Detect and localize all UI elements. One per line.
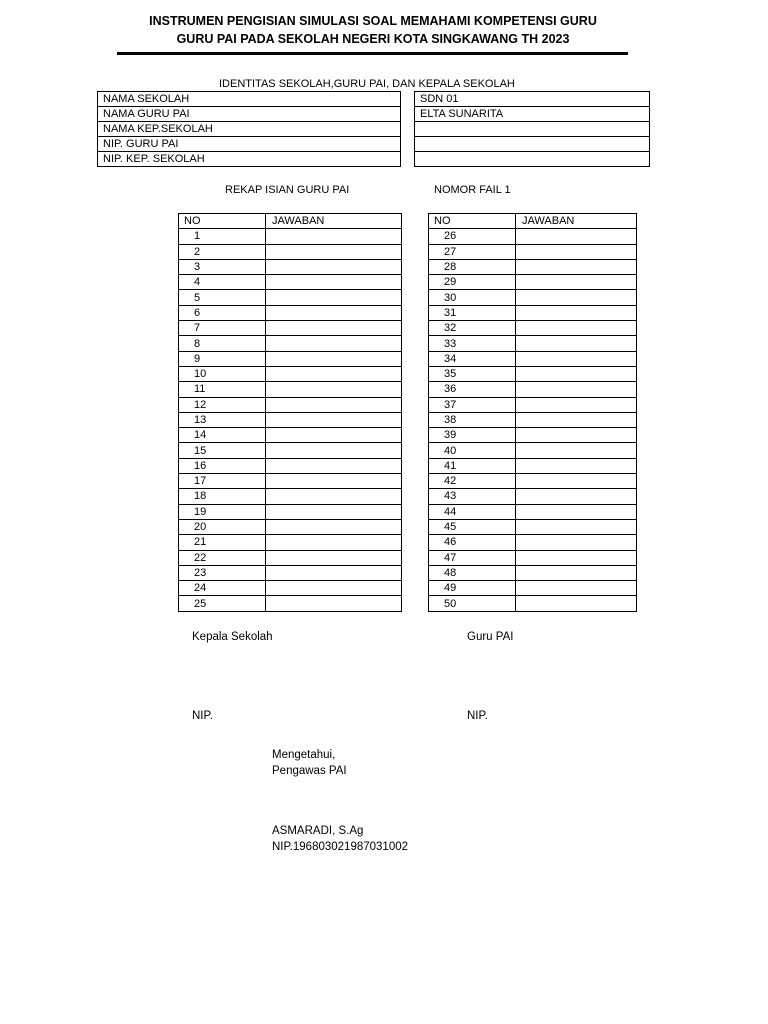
answer-cell[interactable] — [516, 229, 637, 244]
answer-cell[interactable] — [516, 351, 637, 366]
question-number: 7 — [179, 321, 266, 336]
answer-row — [179, 596, 402, 611]
answer-cell[interactable] — [516, 366, 637, 381]
answer-cell[interactable] — [516, 305, 637, 320]
answer-row — [429, 428, 637, 443]
answer-cell[interactable] — [266, 382, 402, 397]
answer-row — [429, 305, 637, 320]
answer-cell[interactable] — [266, 550, 402, 565]
answer-cell[interactable] — [516, 382, 637, 397]
answer-cell[interactable] — [516, 321, 637, 336]
answer-cell[interactable] — [266, 321, 402, 336]
question-number: 23 — [179, 565, 266, 580]
answer-cell[interactable] — [266, 596, 402, 611]
answer-row — [429, 336, 637, 351]
acknowledged-label: Mengetahui, — [272, 749, 336, 761]
question-number: 49 — [429, 581, 516, 596]
question-number: 24 — [179, 581, 266, 596]
supervisor-nip: NIP.196803021987031002 — [272, 841, 409, 853]
question-number: 50 — [429, 596, 516, 611]
question-number: 25 — [179, 596, 266, 611]
answer-row — [179, 290, 402, 305]
answer-cell[interactable] — [266, 428, 402, 443]
answer-cell[interactable] — [516, 275, 637, 290]
question-number: 29 — [429, 275, 516, 290]
answer-row — [429, 443, 637, 458]
principal-nip: NIP. — [192, 710, 213, 722]
question-number: 33 — [429, 336, 516, 351]
question-number: 27 — [429, 244, 516, 259]
question-number: 46 — [429, 535, 516, 550]
question-number: 14 — [179, 428, 266, 443]
answer-cell[interactable] — [516, 565, 637, 580]
identity-field-label: NIP. KEP. SEKOLAH — [98, 152, 401, 167]
answer-cell[interactable] — [266, 535, 402, 550]
identity-field-label: NAMA SEKOLAH — [98, 92, 401, 107]
answer-row — [179, 519, 402, 534]
answer-row — [179, 489, 402, 504]
answer-cell[interactable] — [266, 474, 402, 489]
question-number: 28 — [429, 259, 516, 274]
question-number: 38 — [429, 412, 516, 427]
answer-row — [179, 305, 402, 320]
question-number: 31 — [429, 305, 516, 320]
question-number: 48 — [429, 565, 516, 580]
answer-cell[interactable] — [266, 290, 402, 305]
answer-row — [429, 244, 637, 259]
answer-cell[interactable] — [516, 397, 637, 412]
answer-row — [179, 244, 402, 259]
answer-table-right — [428, 213, 637, 612]
answer-row — [429, 290, 637, 305]
answer-row — [179, 351, 402, 366]
answer-cell[interactable] — [266, 305, 402, 320]
answer-cell[interactable] — [266, 336, 402, 351]
question-number: 1 — [179, 229, 266, 244]
identity-row — [415, 137, 650, 152]
answer-row — [429, 229, 637, 244]
answer-table-header — [179, 214, 402, 229]
answer-row — [179, 259, 402, 274]
principal-title: Kepala Sekolah — [192, 631, 273, 643]
question-number: 36 — [429, 382, 516, 397]
answer-row — [429, 489, 637, 504]
column-header-no: NO — [179, 214, 266, 229]
answer-row — [179, 397, 402, 412]
question-number: 16 — [179, 458, 266, 473]
answer-row — [179, 366, 402, 381]
answer-row — [429, 366, 637, 381]
answer-table-left — [178, 213, 402, 612]
identity-row — [415, 107, 650, 122]
question-number: 21 — [179, 535, 266, 550]
question-number: 9 — [179, 351, 266, 366]
answer-row — [179, 535, 402, 550]
answer-row — [179, 474, 402, 489]
answer-row — [179, 565, 402, 580]
question-number: 4 — [179, 275, 266, 290]
column-header-answer: JAWABAN — [266, 214, 402, 229]
question-number: 43 — [429, 489, 516, 504]
recap-label: REKAP ISIAN GURU PAI — [225, 184, 350, 196]
question-number: 10 — [179, 366, 266, 381]
answer-cell[interactable] — [516, 535, 637, 550]
answer-cell[interactable] — [266, 458, 402, 473]
question-number: 40 — [429, 443, 516, 458]
identity-row — [415, 92, 650, 107]
answer-cell[interactable] — [266, 259, 402, 274]
identity-field-label: NIP. GURU PAI — [98, 137, 401, 152]
answer-cell[interactable] — [266, 565, 402, 580]
answer-row — [429, 504, 637, 519]
document-title-line-1: INSTRUMEN PENGISIAN SIMULASI SOAL MEMAHAMI KOMPETENSI GURU — [149, 14, 597, 28]
question-number: 34 — [429, 351, 516, 366]
identity-field-label: NAMA KEP.SEKOLAH — [98, 122, 401, 137]
question-number: 6 — [179, 305, 266, 320]
answer-cell[interactable] — [516, 474, 637, 489]
answer-cell[interactable] — [266, 366, 402, 381]
answer-cell[interactable] — [516, 259, 637, 274]
answer-cell[interactable] — [266, 275, 402, 290]
answer-cell[interactable] — [516, 519, 637, 534]
answer-row — [429, 535, 637, 550]
answer-row — [179, 504, 402, 519]
answer-table-header — [429, 214, 637, 229]
answer-cell[interactable] — [266, 397, 402, 412]
question-number: 26 — [429, 229, 516, 244]
question-number: 13 — [179, 412, 266, 427]
question-number: 12 — [179, 397, 266, 412]
answer-row — [179, 550, 402, 565]
identity-row — [98, 92, 401, 107]
answer-row — [179, 443, 402, 458]
question-number: 3 — [179, 259, 266, 274]
identity-field-label: NAMA GURU PAI — [98, 107, 401, 122]
answer-row — [429, 458, 637, 473]
answer-cell[interactable] — [266, 489, 402, 504]
question-number: 44 — [429, 504, 516, 519]
question-number: 17 — [179, 474, 266, 489]
answer-cell[interactable] — [266, 412, 402, 427]
answer-cell[interactable] — [266, 519, 402, 534]
answer-row — [429, 519, 637, 534]
answer-row — [179, 458, 402, 473]
identity-heading: IDENTITAS SEKOLAH,GURU PAI, DAN KEPALA SEKOLAH — [219, 78, 515, 90]
answer-cell[interactable] — [266, 244, 402, 259]
title-divider — [117, 52, 628, 55]
answer-row — [429, 550, 637, 565]
teacher-nip: NIP. — [467, 710, 488, 722]
answer-cell[interactable] — [516, 290, 637, 305]
question-number: 20 — [179, 519, 266, 534]
answer-row — [429, 565, 637, 580]
identity-field-value[interactable] — [415, 122, 650, 137]
supervisor-title: Pengawas PAI — [272, 765, 347, 777]
column-header-answer: JAWABAN — [516, 214, 637, 229]
identity-row — [98, 152, 401, 167]
answer-row — [429, 596, 637, 611]
question-number: 42 — [429, 474, 516, 489]
answer-cell[interactable] — [516, 550, 637, 565]
identity-row — [415, 152, 650, 167]
answer-cell[interactable] — [266, 581, 402, 596]
answer-row — [429, 581, 637, 596]
answer-cell[interactable] — [516, 244, 637, 259]
answer-row — [429, 259, 637, 274]
supervisor-name: ASMARADI, S.Ag — [272, 825, 364, 837]
question-number: 19 — [179, 504, 266, 519]
answer-row — [179, 229, 402, 244]
answer-row — [179, 336, 402, 351]
answer-cell[interactable] — [516, 458, 637, 473]
question-number: 45 — [429, 519, 516, 534]
answer-row — [429, 321, 637, 336]
question-number: 37 — [429, 397, 516, 412]
question-number: 39 — [429, 428, 516, 443]
answer-row — [429, 474, 637, 489]
answer-cell[interactable] — [516, 336, 637, 351]
identity-field-value[interactable] — [415, 152, 650, 167]
column-header-no: NO — [429, 214, 516, 229]
answer-row — [429, 397, 637, 412]
question-number: 2 — [179, 244, 266, 259]
answer-row — [179, 412, 402, 427]
answer-row — [179, 581, 402, 596]
document-title-line-2: GURU PAI PADA SEKOLAH NEGERI KOTA SINGKAWANG TH 2023 — [176, 32, 570, 46]
question-number: 32 — [429, 321, 516, 336]
question-number: 30 — [429, 290, 516, 305]
answer-cell[interactable] — [516, 412, 637, 427]
question-number: 35 — [429, 366, 516, 381]
answer-cell[interactable] — [266, 351, 402, 366]
answer-cell[interactable] — [516, 489, 637, 504]
question-number: 5 — [179, 290, 266, 305]
question-number: 22 — [179, 550, 266, 565]
identity-row — [98, 122, 401, 137]
identity-label-table — [97, 91, 401, 167]
identity-row — [98, 107, 401, 122]
answer-row — [429, 351, 637, 366]
answer-row — [179, 321, 402, 336]
identity-field-value[interactable]: SDN 01 — [415, 92, 650, 107]
answer-cell[interactable] — [266, 229, 402, 244]
identity-field-value[interactable] — [415, 137, 650, 152]
answer-row — [179, 275, 402, 290]
identity-value-table — [414, 91, 650, 167]
answer-cell[interactable] — [516, 581, 637, 596]
question-number: 18 — [179, 489, 266, 504]
question-number: 41 — [429, 458, 516, 473]
question-number: 8 — [179, 336, 266, 351]
answer-row — [429, 382, 637, 397]
identity-row — [98, 137, 401, 152]
identity-field-value[interactable]: ELTA SUNARITA — [415, 107, 650, 122]
answer-row — [179, 382, 402, 397]
question-number: 11 — [179, 382, 266, 397]
answer-cell[interactable] — [516, 596, 637, 611]
answer-cell[interactable] — [516, 443, 637, 458]
answer-row — [179, 428, 402, 443]
answer-cell[interactable] — [266, 443, 402, 458]
answer-cell[interactable] — [516, 428, 637, 443]
answer-cell[interactable] — [266, 504, 402, 519]
answer-row — [429, 412, 637, 427]
file-number-label: NOMOR FAIL 1 — [434, 184, 511, 196]
question-number: 47 — [429, 550, 516, 565]
question-number: 15 — [179, 443, 266, 458]
identity-row — [415, 122, 650, 137]
teacher-title: Guru PAI — [467, 631, 514, 643]
answer-row — [429, 275, 637, 290]
answer-cell[interactable] — [516, 504, 637, 519]
